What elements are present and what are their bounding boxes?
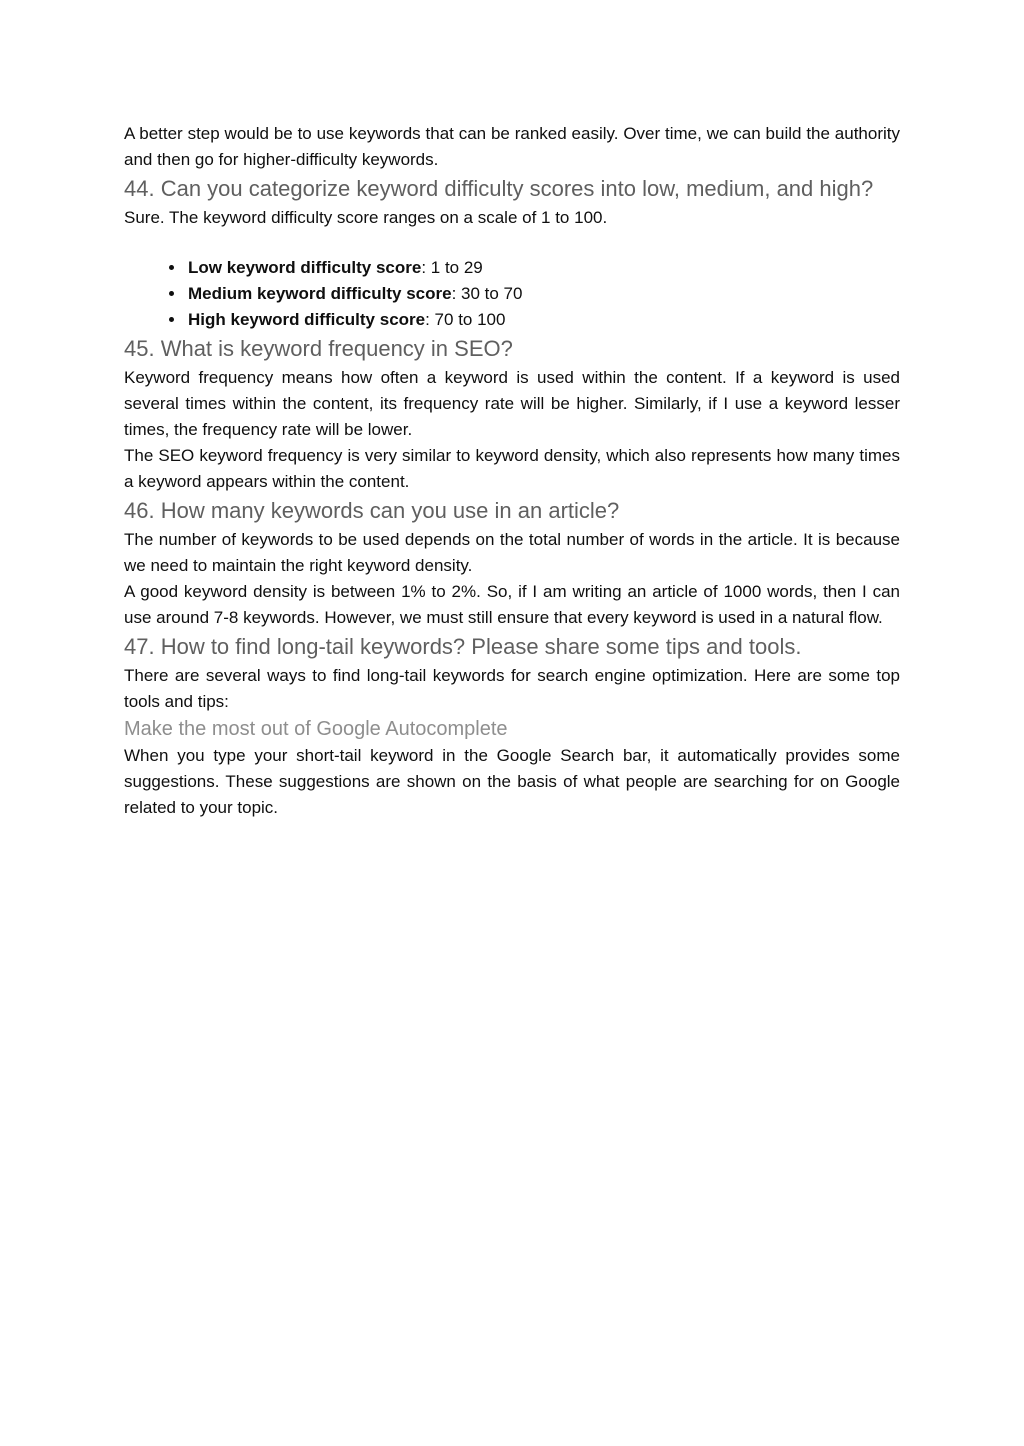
- q47-autocomplete-paragraph: When you type your short-tail keyword in the Google Search bar, it automatically provides some suggestions. These suggestions are shown on the basis of what people are searching for on Google related to your topic.: [124, 746, 900, 817]
- intro-paragraph: A better step would be to use keywords that can be ranked easily. Over time, we can build the authority and then go for higher-difficulty keywords.: [124, 124, 900, 169]
- bullet-value: : 30 to 70: [451, 284, 523, 303]
- bullet-bold-label: Medium keyword difficulty score: [188, 284, 452, 303]
- bullet-bold-label: Low keyword difficulty score: [188, 258, 422, 277]
- bullet-value: : 1 to 29: [421, 258, 483, 277]
- question-44-heading: 44. Can you categorize keyword difficulty scores into low, medium, and high?: [124, 176, 874, 201]
- list-item: [186, 281, 900, 307]
- list-item: [186, 255, 900, 281]
- difficulty-score-list: [124, 255, 900, 333]
- q47-intro-paragraph: There are several ways to find long-tail keywords for search engine optimization. Here are some top tools and tips:: [124, 666, 900, 711]
- list-item: [186, 307, 900, 333]
- q44-answer-intro: Sure. The keyword difficulty score ranges on a scale of 1 to 100.: [124, 208, 608, 227]
- question-47-heading: 47. How to find long-tail keywords? Please share some tips and tools.: [124, 634, 802, 659]
- q45-paragraph-1: Keyword frequency means how often a keyword is used within the content. If a keyword is used several times within the content, its frequency rate will be higher. Similarly, if I use a keyword lesser times, the frequency rate will be lower.: [124, 368, 900, 439]
- bullet-value: : 70 to 100: [425, 310, 506, 329]
- question-45-heading: 45. What is keyword frequency in SEO?: [124, 336, 513, 361]
- q46-paragraph-1: The number of keywords to be used depends on the total number of words in the article. It is because we need to maintain the right keyword density.: [124, 530, 900, 575]
- question-46-heading: 46. How many keywords can you use in an article?: [124, 498, 620, 523]
- bullet-bold-label: High keyword difficulty score: [188, 310, 426, 329]
- q45-paragraph-2: The SEO keyword frequency is very similar to keyword density, which also represents how many times a keyword appears within the content.: [124, 446, 900, 491]
- q46-paragraph-2: A good keyword density is between 1% to 2%. So, if I am writing an article of 1000 words, then I can use around 7-8 keywords. However, we must still ensure that every keyword is used in a natural flow.: [124, 582, 900, 627]
- google-autocomplete-subheading: Make the most out of Google Autocomplete: [124, 718, 508, 740]
